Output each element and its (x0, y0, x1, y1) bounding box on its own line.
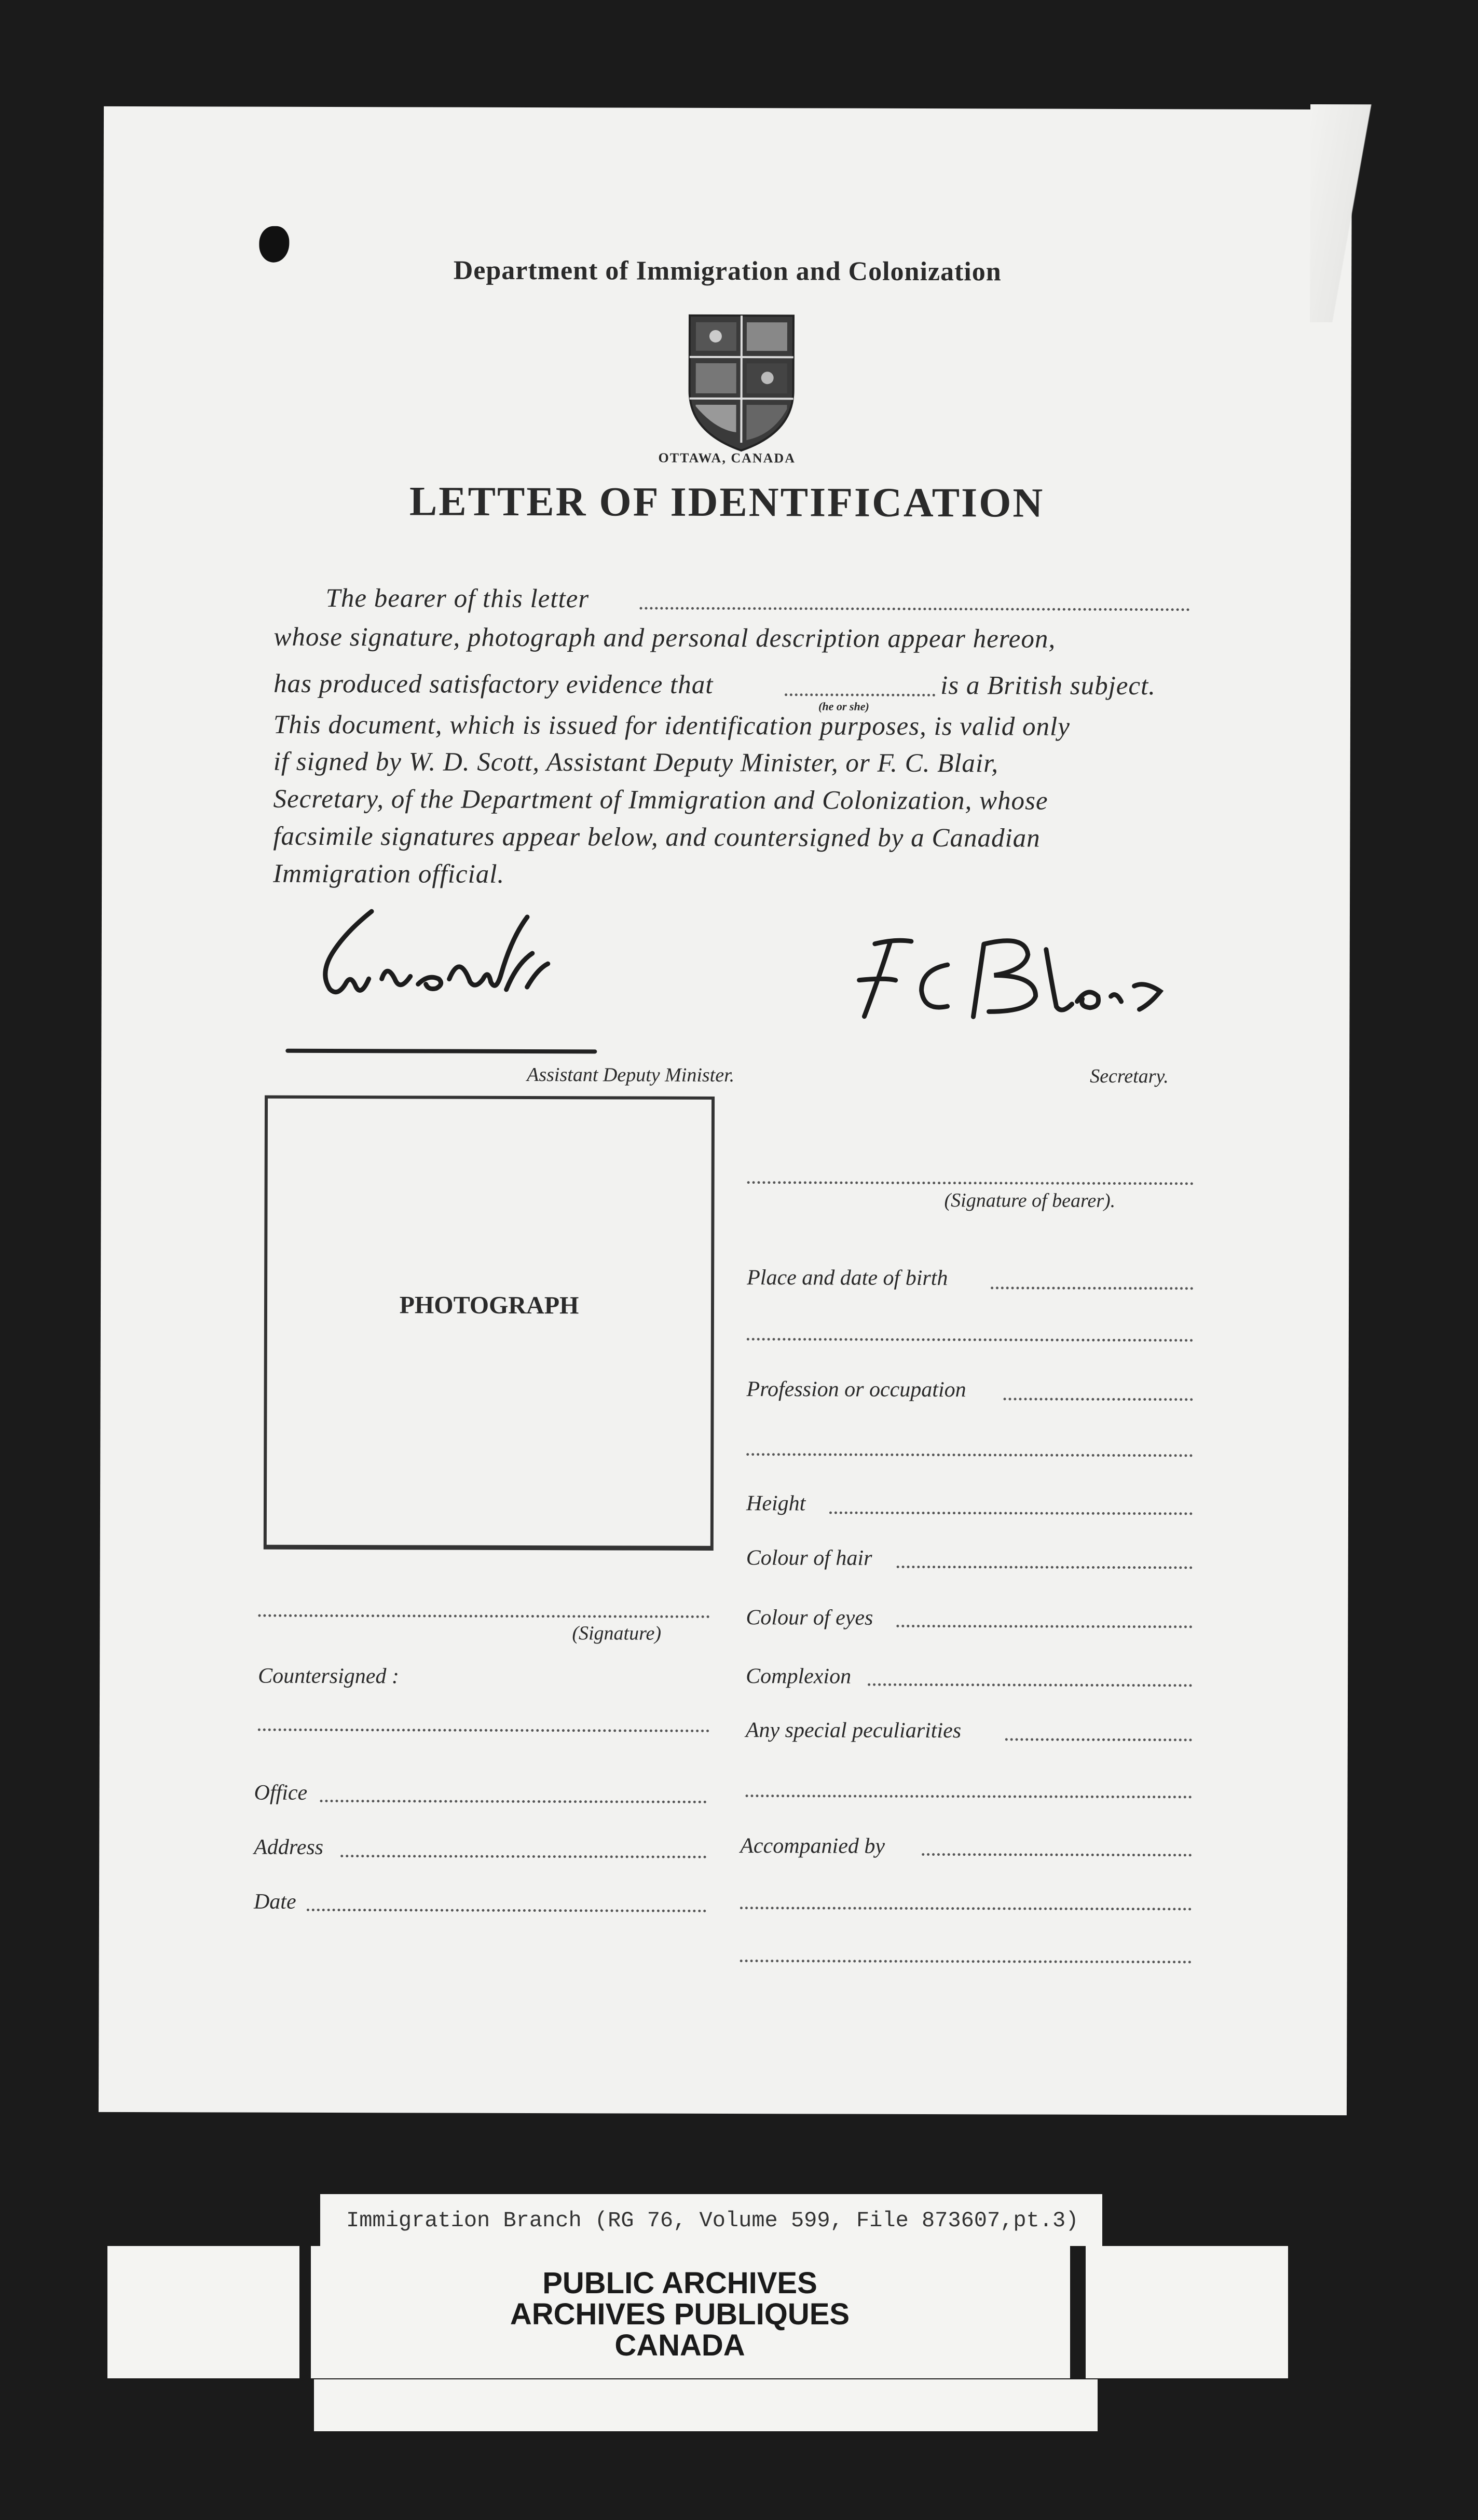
peculiarities-blank (1005, 1738, 1192, 1741)
bearer-signature-blank (747, 1181, 1194, 1185)
address-label: Address (254, 1835, 324, 1859)
height-label: Height (746, 1491, 806, 1516)
archive-stamp (311, 2268, 1048, 2361)
archive-line-2: ARCHIVES PUBLIQUES (510, 2297, 850, 2331)
bottom-label-strip (314, 2379, 1098, 2431)
body-line-3b: is a British subject. (940, 671, 1156, 701)
bearer-signature-caption: (Signature of bearer). (944, 1189, 1116, 1212)
complexion-label: Complexion (746, 1664, 852, 1689)
coat-of-arms-icon (684, 313, 799, 454)
profession-blank (1004, 1398, 1193, 1401)
office-label: Office (254, 1781, 308, 1805)
accompanied-by-label: Accompanied by (740, 1834, 885, 1858)
eye-colour-label: Colour of eyes (746, 1606, 873, 1630)
peculiarities-label: Any special peculiarities (745, 1718, 962, 1743)
secretary-title: Secretary. (1090, 1065, 1169, 1088)
document-title: LETTER OF IDENTIFICATION (409, 478, 1045, 526)
photograph-box (264, 1095, 715, 1551)
accompanied-by-blank-2 (740, 1907, 1192, 1910)
document-page (99, 106, 1352, 2115)
date-blank (307, 1909, 706, 1912)
archive-reference: Immigration Branch (RG 76, Volume 599, File 873607,pt.3) (346, 2208, 1079, 2233)
office-blank (320, 1800, 707, 1803)
torn-corner (1310, 104, 1373, 322)
profession-blank-2 (746, 1453, 1193, 1457)
bearer-name-blank (640, 607, 1190, 611)
department-heading: Department of Immigration and Colonization (453, 255, 1002, 287)
archive-line-3: CANADA (614, 2329, 745, 2362)
signature-blank (258, 1614, 709, 1618)
pronoun-blank (785, 693, 935, 696)
body-line-3a: has produced satisfactory evidence that (273, 669, 714, 700)
countersigned-blank (258, 1729, 709, 1732)
blair-signature-image (828, 918, 1202, 1028)
assistant-deputy-minister-title: Assistant Deputy Minister. (527, 1063, 735, 1087)
countersigned-label: Countersigned : (258, 1664, 400, 1689)
body-line-6: Secretary, of the Department of Immigration and Colonization, whose (273, 784, 1048, 816)
body-line-2: whose signature, photograph and personal description appear hereon, (273, 622, 1056, 654)
place-date-birth-label: Place and date of birth (747, 1266, 948, 1291)
archive-reference-strip (320, 2194, 1102, 2247)
body-line-1: The bearer of this letter (325, 583, 590, 614)
body-line-5: if signed by W. D. Scott, Assistant Deputy Minister, or F. C. Blair, (273, 747, 999, 778)
hair-colour-blank (897, 1566, 1193, 1569)
height-blank (829, 1512, 1193, 1515)
location-caption: OTTAWA, CANADA (658, 450, 796, 466)
place-date-birth-blank (991, 1286, 1193, 1290)
archive-line-1: PUBLIC ARCHIVES (542, 2266, 817, 2300)
body-line-4: This document, which is issued for identification purposes, is valid only (273, 710, 1070, 742)
peculiarities-blank-2 (746, 1795, 1192, 1798)
hair-colour-label: Colour of hair (746, 1546, 872, 1570)
profession-label: Profession or occupation (746, 1377, 966, 1402)
accompanied-by-blank (922, 1853, 1192, 1856)
signature-caption: (Signature) (572, 1622, 662, 1645)
place-date-birth-blank-2 (747, 1338, 1193, 1341)
scott-signature-image (283, 901, 595, 1021)
body-line-8: Immigration official. (273, 859, 505, 889)
pronoun-note: (he or she) (818, 700, 869, 713)
body-line-7: facsimile signatures appear below, and countersigned by a Canadian (273, 821, 1041, 853)
eye-colour-blank (896, 1625, 1192, 1628)
address-blank (340, 1855, 706, 1858)
complexion-blank (868, 1683, 1192, 1687)
photograph-label: PHOTOGRAPH (399, 1291, 579, 1320)
accompanied-by-blank-3 (740, 1960, 1192, 1963)
signature-underline (285, 1049, 597, 1054)
date-label: Date (253, 1889, 296, 1914)
band-gap-left (299, 2246, 311, 2378)
band-gap-right (1070, 2246, 1086, 2378)
